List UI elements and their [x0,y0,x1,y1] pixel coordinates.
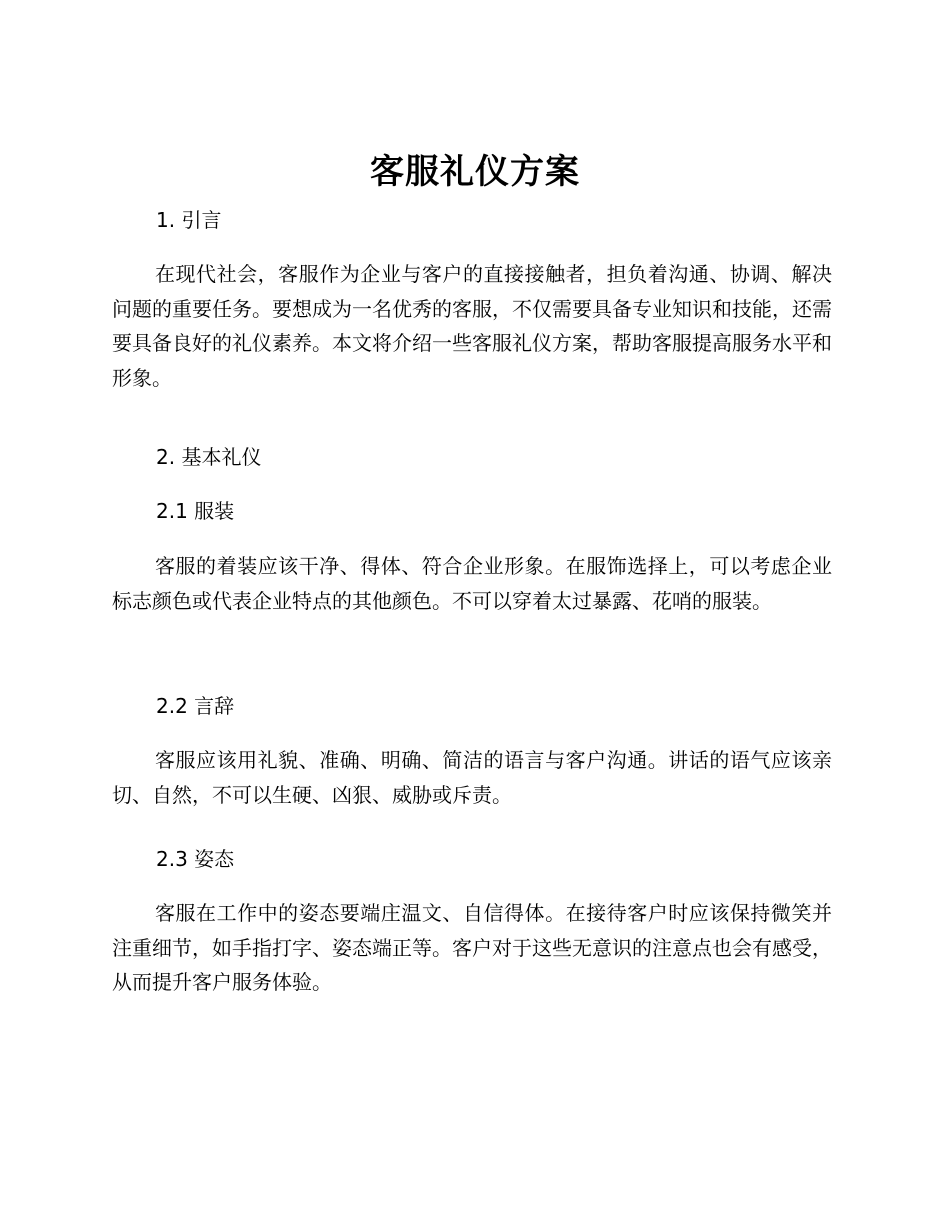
section-paragraph-speech: 客服应该用礼貌、准确、明确、简洁的语言与客户沟通。讲话的语气应该亲切、自然，不可以生硬、凶狠、威胁或斥责。 [112,748,832,807]
section-heading-basic-etiquette: 2. 基本礼仪 [156,445,262,469]
section-heading-clothing: 2.1 服装 [156,499,235,523]
section-heading-introduction: 1. 引言 [156,208,222,232]
section-paragraph-clothing: 客服的着装应该干净、得体、符合企业形象。在服饰选择上，可以考虑企业标志颜色或代表企业特点的其他颜色。不可以穿着太过暴露、花哨的服装。 [112,554,832,613]
section-paragraph-posture: 客服在工作中的姿态要端庄温文、自信得体。在接待客户时应该保持微笑并注重细节，如手指打字、姿态端正等。客户对于这些无意识的注意点也会有感受，从而提升客户服务体验。 [112,901,832,994]
section-paragraph-introduction: 在现代社会，客服作为企业与客户的直接接触者，担负着沟通、协调、解决问题的重要任务。要想成为一名优秀的客服，不仅需要具备专业知识和技能，还需要具备良好的礼仪素养。本文将介绍一些客服礼仪方案，帮助客服提高服务水平和形象。 [112,262,832,390]
document-title: 客服礼仪方案 [370,152,580,192]
section-heading-speech: 2.2 言辞 [156,694,235,718]
section-heading-posture: 2.3 姿态 [156,847,235,871]
